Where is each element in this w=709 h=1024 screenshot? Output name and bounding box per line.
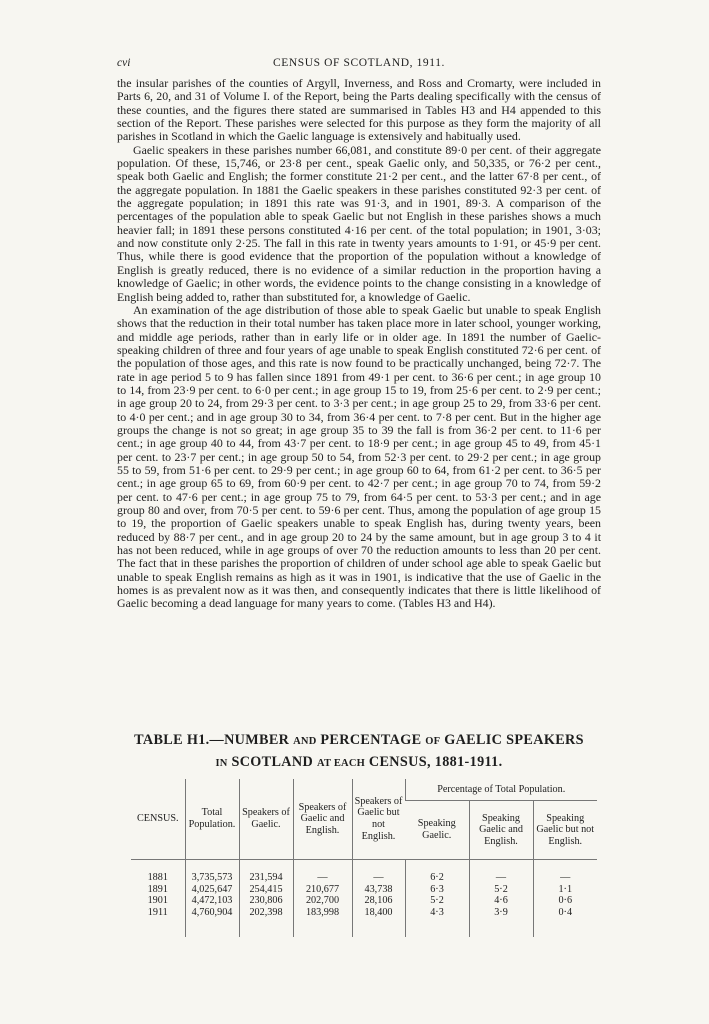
column-header: Speaking Gaelic but not English. xyxy=(533,801,597,860)
paragraph: the insular parishes of the counties of Argyll, Inverness, and Ross and Cromarty, were included in Parts 6, 20, and 31 of Volume I. of the Report, being the Parts dealing specifically with the census of these counties, and the figures there stated are summarised in Tables H3 and H4 appended to this section of the Report. These parishes were selected for this purpose as they form the majority of all parishes in Scotland in which the Gaelic language is extensively and habitually used. xyxy=(117,76,601,144)
column-header: Speakers of Gaelic. xyxy=(239,779,293,860)
column-header: Total Population. xyxy=(185,779,239,860)
column-header: CENSUS. xyxy=(131,779,185,860)
table-row: 1881 3,735,573 231,594 — — 6·2 — — xyxy=(131,872,597,884)
running-title: CENSUS OF SCOTLAND, 1911. xyxy=(272,57,446,69)
table-title-line-1: TABLE H1.—NUMBER AND PERCENTAGE OF GAELIC SPEAKERS xyxy=(134,732,584,748)
page-number: cvi xyxy=(117,57,131,69)
gaelic-speakers-table xyxy=(131,779,597,937)
column-header: Speakers of Gaelic but not English. xyxy=(352,779,405,860)
running-head xyxy=(117,57,601,71)
paragraph: Gaelic speakers in these parishes number 66,081, and constitute 89·0 per cent. of their aggregate population. Of these, 15,746, or 23·8 per cent., speak Gaelic only, and 50,335, or 76·2 per cent., speak both Gaelic and English; the former constitute 21·2 per cent., and the latter 67·8 per cent., of the aggregate population. In 1881 the Gaelic speakers in these parishes constituted 92·3 per cent. of the aggregate population; in 1891 this rate was 91·3, and in 1901, 89·3. A comparison of the percentages of the population able to speak Gaelic but not English in these parishes shows a much heavier fall; in 1891 these persons constituted 4·16 per cent. of the total population; in 1901, 3·03; and now constitute only 2·25. The fall in this rate in twenty years amounts to 1·91, or 45·9 per cent. Thus, while there is good evidence that the proportion of the population without a knowledge of English is greatly reduced, there is no evidence of a similar reduction in the proportion having a knowledge of Gaelic; in other words, the evidence points to the change consisting in a knowledge of English being added to, rather than substituted for, a knowledge of Gaelic. xyxy=(117,142,601,304)
column-header: Speaking Gaelic. xyxy=(405,801,469,860)
table-row: 1911 4,760,904 202,398 183,998 18,400 4·3 3·9 0·4 xyxy=(131,907,597,937)
column-header: Speakers of Gaelic and English. xyxy=(293,779,352,860)
table-title xyxy=(117,730,601,774)
table-title-line-2: IN SCOTLAND AT EACH CENSUS, 1881-1911. xyxy=(215,754,503,770)
paragraph: An examination of the age distribution of those able to speak Gaelic but unable to speak English shows that the reduction in their total number has taken place more in later school, younger working, and middle age periods, rather than in early life or in older age. In 1891 the number of Gaelic-speaking children of three and four years of age unable to speak English constituted 72·6 per cent. of the population of those ages, and this rate is now found to be practically unchanged, being 72·7. The rate in age period 5 to 9 has fallen since 1891 from 49·1 per cent. to 36·6 per cent.; in age group 10 to 14, from 23·9 per cent. to 6·0 per cent.; in age group 15 to 19, from 25·6 per cent. to 2·9 per cent.; in age group 20 to 24, from 29·3 per cent. to 3·3 per cent.; in age group 25 to 29, from 33·6 per cent. to 4·0 per cent.; and in age group 30 to 34, from 36·4 per cent. to 7·8 per cent. But in the higher age groups the change is not so great; in age group 35 to 39 the fall is from 36·2 per cent. to 11·6 per cent.; in age group 40 to 44, from 43·7 per cent. to 18·9 per cent.; in age group 45 to 49, from 45·1 per cent. to 23·7 per cent.; in age group 50 to 54, from 52·3 per cent. to 29·2 per cent.; in age group 55 to 59, from 51·6 per cent. to 29·9 per cent.; in age group 60 to 64, from 61·2 per cent. to 36·5 per cent.; in age group 65 to 69, from 60·9 per cent. to 42·7 per cent.; in age group 70 to 74, from 59·2 per cent. to 47·6 per cent.; in age group 75 to 79, from 64·5 per cent. to 53·3 per cent.; and in age group 80 and over, from 70·5 per cent. to 59·6 per cent. Thus, among the population of age group 15 to 19, the proportion of Gaelic speakers unable to speak English has, during twenty years, been reduced by 88·7 per cent., and in age group 20 to 24 by the same amount, but in age group 3 to 4 it has not been reduced, while in age groups of over 70 the reduction amounts to less than 20 per cent. The fact that in these parishes the proportion of children of under school age able to speak Gaelic but unable to speak English remains as high as it was in 1901, is indicative that the use of Gaelic in the homes is as prevalent now as it was then, and consequently indicates that there is little likelihood of Gaelic becoming a dead language for many years to come. (Tables H3 and H4). xyxy=(117,302,601,611)
body-text xyxy=(117,77,601,611)
table-row: 1891 4,025,647 254,415 210,677 43,738 6·3 5·2 1·1 xyxy=(131,884,597,896)
group-header: Percentage of Total Population. xyxy=(405,779,597,801)
column-header: Speaking Gaelic and English. xyxy=(469,801,533,860)
table-row: 1901 4,472,103 230,806 202,700 28,106 5·2 4·6 0·6 xyxy=(131,895,597,907)
